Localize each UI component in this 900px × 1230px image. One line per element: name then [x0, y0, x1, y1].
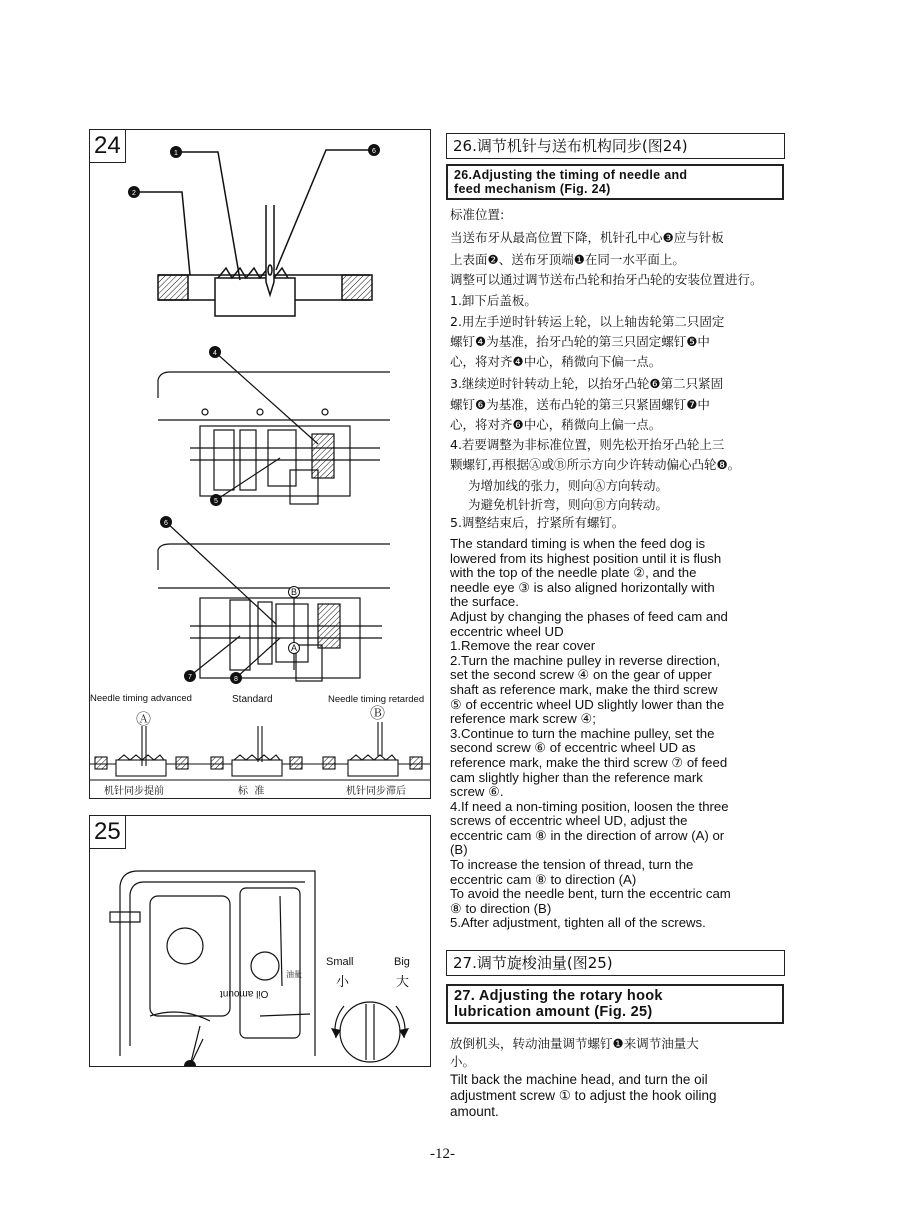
en-line: screws of eccentric wheel UD, adjust the: [450, 813, 688, 829]
svg-text:1: 1: [174, 150, 178, 157]
en-line: 3.Continue to turn the machine pulley, set the: [450, 725, 715, 741]
label-big: Big: [394, 956, 410, 968]
en-line: 2.Turn the machine pulley in reverse direction,: [450, 652, 720, 668]
svg-text:8: 8: [234, 676, 238, 683]
label-oil-amount: Oil amount: [220, 988, 269, 999]
cn-line: 1.卸下后盖板。: [450, 293, 537, 308]
en-line: adjustment screw ① to adjust the hook oiling: [450, 1088, 717, 1103]
en-line: 5.After adjustment, tighten all of the screws.: [450, 915, 706, 931]
en-line: Adjust by changing the phases of feed cam and: [450, 608, 728, 624]
en-line: screw ⑥.: [450, 784, 504, 800]
en-line: To avoid the needle bent, turn the eccentric cam: [450, 886, 731, 902]
section-27-title-cn: 27.调节旋梭油量(图25): [446, 950, 785, 976]
en-line: amount.: [450, 1104, 499, 1119]
cn-line: 标准位置:: [450, 207, 505, 222]
section-26-title-en-line2: feed mechanism (Fig. 24): [454, 182, 611, 196]
en-line: with the top of the needle plate ②, and the: [450, 565, 697, 581]
section-27-cn-line: 放倒机头，转动油量调节螺钉❶来调节油量大: [450, 1036, 699, 1051]
label-standard: Standard: [232, 694, 273, 705]
section-26-title-en: [446, 164, 784, 200]
cn-line: 颗螺钉,再根据Ⓐ或Ⓑ所示方向少许转动偏心凸轮❽。: [450, 457, 741, 472]
label-needle-timing-advanced: Needle timing advanced: [90, 693, 192, 704]
en-line: cam slightly higher than the reference mark: [450, 769, 703, 785]
en-line: (B): [450, 842, 468, 858]
svg-text:7: 7: [188, 674, 192, 681]
caption-standard: 标 准: [238, 786, 265, 797]
cn-line: 上表面❷、送布牙顶端❶在同一水平面上。: [450, 252, 685, 267]
en-line: reference mark screw ④;: [450, 711, 596, 727]
cn-line: 当送布牙从最高位置下降，机针孔中心❸应与针板: [450, 230, 724, 245]
label-small-cn: 小: [336, 974, 350, 989]
en-line: ⑤ of eccentric wheel UD slightly lower than the: [450, 696, 725, 712]
section-26-en-text: [450, 537, 818, 931]
cn-line: 为增加线的张力，则向Ⓐ方向转动。: [468, 478, 669, 493]
en-line: lowered from its highest position until it is flush: [450, 550, 722, 566]
en-line: shaft as reference mark, make the third screw: [450, 681, 718, 697]
en-line: second screw ⑥ of eccentric wheel UD as: [450, 740, 696, 756]
cn-line: 螺钉❻为基准，送布凸轮的第三只紧固螺钉❼中: [450, 397, 710, 412]
en-line: reference mark, make the third screw ⑦ of feed: [450, 754, 728, 770]
mark-b: Ⓑ: [370, 705, 386, 722]
label-needle-timing-retarded: Needle timing retarded: [328, 694, 425, 705]
en-line: 1.Remove the rear cover: [450, 638, 596, 654]
cn-line: 心，将对齐❻中心，稍微向上偏一点。: [450, 417, 662, 432]
en-line: 4.If need a non-timing position, loosen the three: [450, 798, 729, 814]
label-big-cn: 大: [396, 974, 410, 989]
en-line: eccentric cam ⑧ to direction (A): [450, 871, 637, 887]
svg-text:5: 5: [214, 498, 218, 505]
page-number: -12-: [430, 1146, 455, 1162]
en-line: Tilt back the machine head, and turn the oil: [450, 1072, 708, 1087]
cn-line: 为避免机针折弯，则向Ⓑ方向转动。: [468, 497, 669, 512]
en-line: the surface.: [450, 594, 519, 610]
svg-text:B: B: [290, 587, 298, 597]
mark-a: Ⓐ: [136, 711, 152, 728]
svg-text:6: 6: [164, 520, 168, 527]
svg-text:4: 4: [213, 350, 217, 357]
figure-25-number: 25: [89, 815, 126, 849]
en-line: set the second screw ④ on the gear of upper: [450, 667, 712, 683]
figure-24: [89, 129, 431, 799]
en-line: eccentric wheel UD: [450, 623, 564, 639]
cn-line: 3.继续逆时针转动上轮，以抬牙凸轮❻第二只紧固: [450, 376, 724, 391]
en-line: To increase the tension of thread, turn the: [450, 857, 694, 873]
section-27-cn-line: 小。: [450, 1054, 476, 1069]
svg-text:6: 6: [372, 148, 376, 155]
section-27-en-text: [450, 1072, 818, 1120]
en-line: eccentric cam ⑧ in the direction of arrow (A) or: [450, 827, 725, 843]
cn-line: 2.用左手逆时针转运上轮，以上轴齿轮第二只固定: [450, 314, 725, 329]
cn-line: 4.若要调整为非标准位置，则先松开抬牙凸轮上三: [450, 437, 725, 452]
section-27-title-en: [446, 984, 784, 1024]
section-27-title-en-line2: lubrication amount (Fig. 25): [454, 1004, 653, 1020]
figure-25-drawing: [90, 816, 430, 1066]
figure-24-number: 24: [89, 129, 126, 163]
svg-text:A: A: [290, 643, 298, 653]
label-oil-cn: 油量: [286, 970, 302, 979]
svg-text:2: 2: [132, 190, 136, 197]
caption-advanced: 机针同步提前: [104, 786, 164, 797]
cn-line: 螺钉❹为基准，抬牙凸轮的第三只固定螺钉❺中: [450, 334, 710, 349]
section-26-title-cn: 26.调节机针与送布机构同步(图24): [446, 133, 785, 159]
en-line: ⑧ to direction (B): [450, 900, 552, 916]
label-small: Small: [326, 956, 354, 968]
en-line: needle eye ③ is also aligned horizontally with: [450, 579, 715, 595]
cn-line: 调整可以通过调节送布凸轮和抬牙凸轮的安装位置进行。: [450, 272, 763, 287]
figure-25: [89, 815, 431, 1067]
cn-line: 5.调整结束后，拧紧所有螺钉。: [450, 515, 625, 530]
en-line: The standard timing is when the feed dog is: [450, 536, 706, 551]
caption-retarded: 机针同步滞后: [346, 786, 406, 797]
cn-line: 心，将对齐❹中心，稍微向下偏一点。: [450, 354, 662, 369]
section-26-title-en-line1: 26.Adjusting the timing of needle and: [454, 168, 688, 182]
section-27-title-en-line1: 27. Adjusting the rotary hook: [454, 988, 663, 1004]
